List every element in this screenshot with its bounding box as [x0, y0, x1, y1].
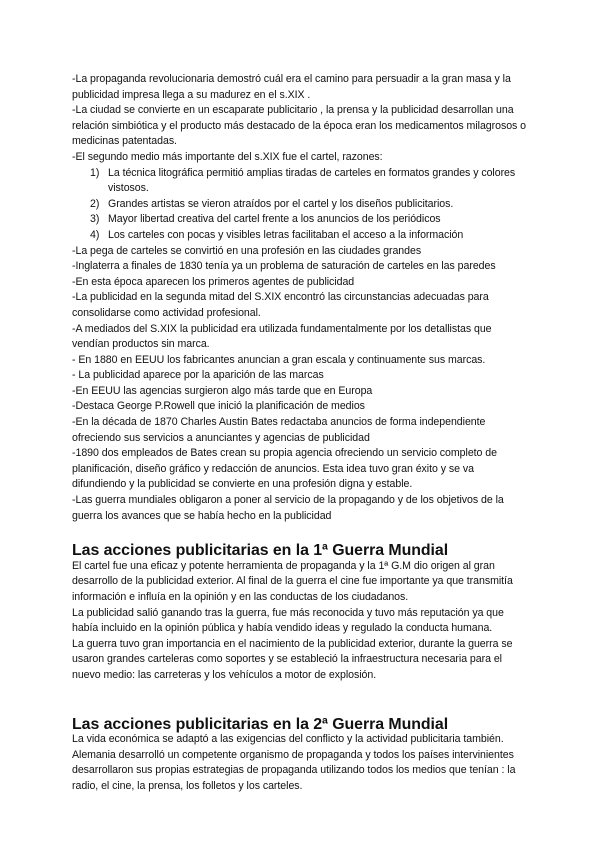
point-paragraph: -La pega de carteles se convirtió en una profesión en las ciudades grandes	[72, 244, 422, 257]
reason-number: 2)	[90, 197, 100, 210]
point-paragraph: -La publicidad en la segunda mitad del S.XIX encontró las circunstancias adecuadas para consolidarse como actividad profesional.	[72, 291, 489, 319]
point-paragraph: -Inglaterra a finales de 1830 tenía ya un problema de saturación de carteles en las paredes	[72, 260, 496, 273]
reason-number: 1)	[90, 166, 100, 179]
reason-number: 4)	[90, 228, 100, 241]
reason-item	[72, 212, 530, 228]
reason-text: La técnica litográfica permitió amplias tiradas de carteles en formatos grandes y colores vistosos.	[108, 166, 516, 195]
reasons-list	[72, 166, 530, 244]
point-paragraph: -En esta época aparecen los primeros agentes de publicidad	[72, 275, 355, 288]
spacer	[72, 524, 530, 543]
point-paragraph: -Destaca George P.Rowell que inició la planificación de medios	[72, 400, 365, 413]
intro-paragraph: -La ciudad se convierte en un escaparate publicitario , la prensa y la publicidad desarrollan una relación simbiótica y el producto más destacado de la época eran los medicamentos milagrosos o medicinas patentadas.	[72, 104, 527, 148]
point-paragraph: -En la década de 1870 Charles Austin Bates redactaba anuncios de forma independiente ofreciendo sus servicios a anunciantes y agencias de publicidad	[72, 416, 486, 444]
reason-item	[72, 228, 530, 244]
reason-text: Mayor libertad creativa del cartel frente a los anuncios de los periódicos	[108, 213, 441, 226]
intro-paragraph: -El segundo medio más importante del s.XIX fue el cartel, razones:	[72, 150, 383, 163]
point-paragraph: - En 1880 en EEUU los fabricantes anuncian a gran escala y continuamente sus marcas.	[72, 353, 486, 366]
document-body	[72, 72, 530, 795]
point-paragraph: - La publicidad aparece por la aparición de las marcas	[72, 369, 324, 382]
section-heading-ww2: Las acciones publicitarias en la 2ª Guerra Mundial	[72, 715, 449, 733]
point-paragraph: -A mediados del S.XIX la publicidad era utilizada fundamentalmente por los detallistas que vendían productos sin marca.	[72, 322, 492, 351]
section-paragraph: La publicidad salió ganando tras la guerra, fue más reconocida y tuvo más reputación ya que había incluido en la opinión pública y había vendido ideas y regulado la conducta humana.	[72, 606, 504, 635]
reason-number: 3)	[90, 213, 100, 226]
intro-paragraph: -La propaganda revolucionaria demostró cuál era el camino para persuadir a la gran masa y la publicidad impresa llega a su madurez en el s.XIX .	[72, 73, 511, 101]
reason-item	[72, 197, 530, 213]
section-paragraph: El cartel fue una eficaz y potente herramienta de propaganda y la 1ª G.M dio origen al gran desarrollo de la publicidad exterior. Al final de la guerra el cine fue importante ya que transmitía información e influía en la opinión y en las conductas de los ciudadanos.	[72, 559, 513, 603]
section-paragraph: La vida económica se adaptó a las exigencias del conflicto y la actividad publicitaria también. Alemania desarrolló un competente organismo de propaganda y todos los países intervinientes desarrollaron sus propias estrategias de propaganda utilizando todos los medios que tenían : la radio, el cine, la prensa, los folletos y los carteles.	[72, 733, 516, 792]
spacer	[72, 684, 530, 717]
reason-text: Los carteles con pocas y visibles letras facilitaban el acceso a la información	[108, 228, 464, 241]
section-paragraph: La guerra tuvo gran importancia en el nacimiento de la publicidad exterior, durante la guerra se usaron grandes carteleras como soportes y se estableció la infraestructura necesaria para el nuevo medio: las carreteras y los vehículos a motor de explosión.	[72, 637, 513, 681]
reason-text: Grandes artistas se vieron atraídos por el cartel y los diseños publicitarios.	[108, 197, 454, 210]
point-paragraph: -Las guerra mundiales obligaron a poner al servicio de la propagando y de los objetivos de la guerra los avances que se había hecho en la publicidad	[72, 494, 504, 522]
point-paragraph: -En EEUU las agencias surgieron algo más tarde que en Europa	[72, 384, 373, 397]
reason-item	[72, 166, 530, 197]
point-paragraph: -1890 dos empleados de Bates crean su propia agencia ofreciendo un servicio completo de planificación, diseño gráfico y redacción de anuncios. Esta idea tuvo gran éxito y se va difundiendo y la publicidad se convierte en una profesión digna y estable.	[72, 447, 497, 491]
section-heading-ww1: Las acciones publicitarias en la 1ª Guerra Mundial	[72, 542, 449, 560]
